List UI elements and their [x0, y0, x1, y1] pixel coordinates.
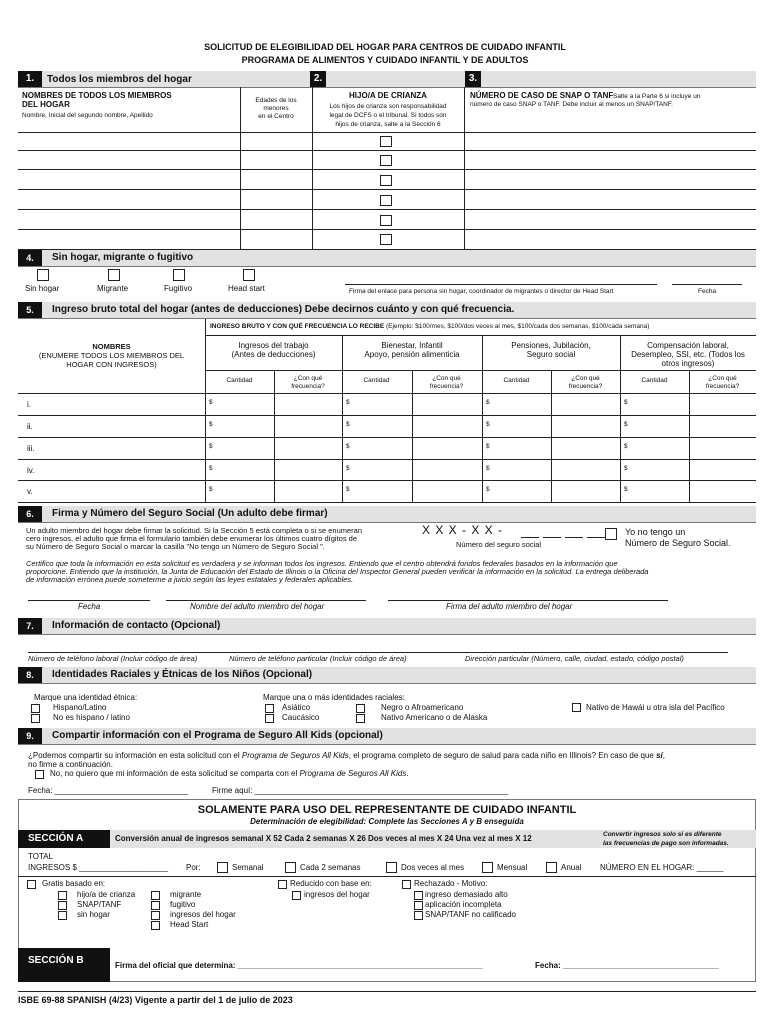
sig-instructions-1: Un adulto miembro del hogar debe firmar la solicitud. Si la Sección 5 está completa o si se enumeran	[26, 526, 363, 535]
free-foster-label: hijo/a de crianza	[77, 890, 136, 899]
allkids-date: Fecha: ______________________________	[28, 786, 189, 795]
conversion-note-a: Convertir ingresos solo si es diferente	[603, 831, 722, 838]
black-checkbox[interactable]	[356, 704, 365, 713]
reduced-checkbox[interactable]	[278, 880, 287, 889]
section-8-number: 8.	[18, 667, 42, 683]
income-amount-field[interactable]: $	[486, 465, 490, 472]
foster-column-title: HIJO/A DE CRIANZA	[349, 91, 427, 100]
income-group-4-header-a: Compensación laboral,	[647, 341, 729, 350]
income-amount-field[interactable]: $	[346, 443, 350, 450]
total-income-field[interactable]: INGRESOS $ ____________________	[28, 863, 169, 872]
semimonthly-checkbox[interactable]	[386, 862, 397, 873]
section-5-header	[18, 302, 756, 319]
names-column-sub: Nombre, Inicial del segundo nombre, Apellido	[22, 112, 153, 119]
homeless-label: Sin hogar	[25, 284, 60, 293]
free-fugitive-label: fugitivo	[170, 900, 196, 909]
income-group-1-header-b: (Antes de deducciones)	[231, 350, 316, 359]
free-foster-checkbox[interactable]	[58, 891, 67, 900]
signature-date-label: Fecha	[78, 602, 101, 611]
income-amount-field[interactable]: $	[486, 421, 490, 428]
section-5-label: Ingreso bruto total del hogar (antes de deducciones) Debe decirnos cuánto y con qué frecuencia.	[52, 304, 515, 315]
income-amount-field[interactable]: $	[209, 465, 213, 472]
hispanic-checkbox[interactable]	[31, 704, 40, 713]
section-7-label: Información de contacto (Opcional)	[52, 620, 221, 631]
income-group-4-amount-header: Cantidad	[641, 377, 668, 384]
income-group-3-frequency-header: frecuencia?	[568, 383, 603, 390]
income-group-1-amount-header: Cantidad	[226, 377, 253, 384]
pacific-islander-label: Nativo de Hawái u otra isla del Pacífico	[586, 703, 725, 712]
native-american-checkbox[interactable]	[356, 714, 365, 723]
income-amount-field[interactable]: $	[209, 399, 213, 406]
free-headstart-label: Head Start	[170, 920, 209, 929]
section-b-label: SECCIÓN B	[18, 948, 110, 982]
biweekly-checkbox[interactable]	[285, 862, 296, 873]
allkids-question: ¿Podemos compartir su información en esta solicitud con el Programa de Seguros All Kids, el programa completo de seguro de salud para cada niño en Illinois? En caso de que sí,	[28, 751, 665, 760]
home-address-label: Dirección particular (Número, calle, ciudad, estado, código postal)	[465, 654, 684, 663]
income-group-4-frequency-header: ¿Con qué	[708, 375, 737, 382]
income-group-2-amount-header: Cantidad	[363, 377, 390, 384]
section-4-label: Sin hogar, migrante o fugitivo	[52, 252, 194, 263]
allkids-signature: Firme aquí: _________________________________________________________	[212, 786, 509, 795]
income-group-3-frequency-header: ¿Con qué	[571, 375, 600, 382]
section-4-number: 4.	[18, 250, 42, 266]
homeless-checkbox[interactable]	[37, 269, 49, 281]
fugitive-label: Fugitivo	[164, 284, 193, 293]
income-amount-field[interactable]: $	[209, 443, 213, 450]
monthly-checkbox[interactable]	[482, 862, 493, 873]
certification-2: proporcione. Entiendo que la institución, la Junta de Educación del Estado de Illinois o la Oficina del Inspector General pueden verificar la información en la solicitud. La entrega deliberada	[26, 567, 649, 576]
allkids-question-2: no firme a continuación.	[28, 760, 113, 769]
income-names-sub-a: (ENUMERE TODOS LOS MIEMBROS DEL	[38, 351, 185, 360]
black-label: Negro o Afroamericano	[381, 703, 464, 712]
income-names-sub-b: HOGAR CON INGRESOS)	[66, 360, 157, 369]
section-1-label: Todos los miembros del hogar	[47, 74, 192, 85]
ssn-mask: X X X - X X -	[422, 523, 504, 537]
no-ssn-label-a: Yo no tengo un	[625, 527, 686, 537]
asian-checkbox[interactable]	[265, 704, 274, 713]
liaison-signature-label: Firma del enlace para persona sin hogar, coordinador de migrantes o director de Head Start	[349, 288, 614, 295]
foster-checkbox-1[interactable]	[380, 136, 392, 147]
ages-column-c: en el Centro	[258, 113, 294, 120]
ages-column-a: Edades de los	[255, 97, 297, 104]
income-amount-field[interactable]: $	[346, 465, 350, 472]
income-row-label: iv.	[27, 466, 35, 475]
white-checkbox[interactable]	[265, 714, 274, 723]
adult-name-label: Nombre del adulto miembro del hogar	[190, 602, 325, 611]
income-amount-field[interactable]: $	[486, 486, 490, 493]
adult-signature-label: Firma del adulto miembro del hogar	[446, 602, 573, 611]
free-homeless-checkbox[interactable]	[58, 911, 67, 920]
no-ssn-checkbox[interactable]	[605, 528, 617, 540]
income-amount-field[interactable]: $	[209, 421, 213, 428]
income-amount-field[interactable]: $	[486, 443, 490, 450]
race-title: Marque una o más identidades raciales:	[263, 693, 405, 702]
income-row-label: v.	[27, 487, 33, 496]
free-snap-label: SNAP/TANF	[77, 900, 122, 909]
certification-3: de información errónea puede someterme a juicio según las leyes estatales y federales aplicables.	[26, 575, 354, 584]
hispanic-label: Hispano/Latino	[53, 703, 107, 712]
income-row-label: i.	[27, 400, 31, 409]
income-row-label: iii.	[27, 444, 35, 453]
income-names-title: NOMBRES	[92, 342, 131, 351]
migrant-checkbox[interactable]	[108, 269, 120, 281]
income-group-4-header-b: Desempleo, SSI, etc. (Todos los	[631, 350, 745, 359]
migrant-label: Migrante	[97, 284, 129, 293]
case-column-note: Salte a la Parte 6 si incluye un	[613, 93, 701, 100]
form-footer: ISBE 69-88 SPANISH (4/23) Vigente a partir del 1 de julio de 2023	[18, 995, 293, 1005]
free-fugitive-checkbox[interactable]	[151, 901, 160, 910]
fugitive-checkbox[interactable]	[173, 269, 185, 281]
section-7-header	[18, 618, 756, 635]
denied-high-income-checkbox[interactable]	[414, 891, 423, 900]
case-column-title: NÚMERO DE CASO DE SNAP O TANF	[470, 91, 614, 100]
not-hispanic-label: No es hispano / latino	[53, 713, 130, 722]
foster-checkbox-2[interactable]	[380, 155, 392, 166]
foster-checkbox-5[interactable]	[380, 215, 392, 226]
section-6-number: 6.	[18, 506, 42, 522]
section-6-label: Firma y Número del Seguro Social (Un adulto debe firmar)	[52, 508, 328, 519]
ages-column-b: menores	[263, 105, 289, 112]
income-group-4-header-c: otros ingresos)	[661, 359, 715, 368]
income-amount-field[interactable]: $	[209, 486, 213, 493]
free-snap-checkbox[interactable]	[58, 901, 67, 910]
reduced-income-checkbox[interactable]	[292, 891, 301, 900]
income-group-2-header-a: Bienestar, Infantil	[381, 341, 443, 350]
section-8-header	[18, 667, 756, 684]
monthly-label: Mensual	[497, 863, 528, 872]
home-phone-label: Número de teléfono particular (Incluir código de área)	[229, 654, 407, 663]
pacific-islander-checkbox[interactable]	[572, 703, 581, 712]
white-label: Caucásico	[282, 713, 320, 722]
total-label: TOTAL	[28, 852, 54, 861]
per-label: Por:	[186, 863, 201, 872]
income-group-1-frequency-header: ¿Con qué	[293, 375, 323, 382]
income-header: INGRESO BRUTO Y CON QUÉ FRECUENCIA LO RECIBE (Ejemplo: $100/mes, $100/dos veces al mes, $100/cada dos semanas, $100/cada semana)	[210, 323, 650, 330]
form-title-line1: SOLICITUD DE ELEGIBILIDAD DEL HOGAR PARA CENTROS DE CUIDADO INFANTIL	[204, 42, 566, 52]
denied-incomplete-label: aplicación incompleta	[425, 900, 502, 909]
section-6-header	[18, 506, 756, 523]
official-signature: Firma del oficial que determina: _______________________________________________________	[115, 961, 483, 970]
conversion-note-b: las frecuencias de pago son informadas.	[603, 840, 729, 847]
income-amount-field[interactable]: $	[486, 399, 490, 406]
section-1-number: 1.	[18, 71, 42, 87]
weekly-checkbox[interactable]	[217, 862, 228, 873]
income-group-2-header-b: Apoyo, pensión alimenticia	[364, 350, 460, 359]
certification-1: Certifico que toda la información en esta solicitud es verdadera y se informan todos los ingresos. Entiendo que el centro obtendrá fondos federales basados en la información que	[26, 559, 618, 568]
free-checkbox[interactable]	[27, 880, 36, 889]
work-phone-label: Número de teléfono laboral (Incluir código de área)	[28, 654, 198, 663]
income-amount-field[interactable]: $	[346, 486, 350, 493]
income-group-1-header-a: Ingresos del trabajo	[238, 341, 309, 350]
semimonthly-label: Dos veces al mes	[401, 863, 465, 872]
household-size-field[interactable]: NÚMERO EN EL HOGAR: ______	[600, 863, 724, 872]
not-hispanic-checkbox[interactable]	[31, 714, 40, 723]
income-amount-field[interactable]: $	[624, 399, 628, 406]
sig-instructions-3: su Número de Seguro Social o marcar la casilla "No tengo un Número de Seguro Social ".	[26, 542, 325, 551]
section-7-number: 7.	[18, 618, 42, 634]
income-group-2-frequency-header: frecuencia?	[429, 383, 464, 390]
free-migrant-label: migrante	[170, 890, 202, 899]
names-column-title: NOMBRES DE TODOS LOS MIEMBROS	[22, 91, 172, 100]
asian-label: Asiático	[282, 703, 311, 712]
income-row-label: ii.	[27, 422, 33, 431]
denied-incomplete-checkbox[interactable]	[414, 901, 423, 910]
foster-checkbox-6[interactable]	[380, 234, 392, 245]
foster-column-c: hijos de crianza, salte a la Sección 6	[335, 121, 441, 128]
income-group-3-amount-header: Cantidad	[503, 377, 530, 384]
native-american-label: Nativo Americano o de Alaska	[381, 713, 488, 722]
office-use-sub: Determinación de elegibilidad: Complete las Secciones A y B enseguida	[250, 817, 524, 826]
section-3-number: 3.	[465, 71, 481, 87]
headstart-checkbox[interactable]	[243, 269, 255, 281]
headstart-label: Head start	[228, 284, 265, 293]
income-amount-field[interactable]: $	[624, 443, 628, 450]
income-amount-field[interactable]: $	[624, 465, 628, 472]
income-amount-field[interactable]: $	[346, 399, 350, 406]
free-homeless-label: sin hogar	[77, 910, 110, 919]
no-ssn-label-b: Número de Seguro Social.	[625, 538, 731, 548]
income-amount-field[interactable]: $	[346, 421, 350, 428]
foster-column-a: Los hijos de crianza son responsabilidad	[329, 103, 447, 110]
section-8-label: Identidades Raciales y Étnicas de los Niños (Opcional)	[52, 669, 313, 680]
biweekly-label: Cada 2 semanas	[300, 863, 361, 872]
annual-checkbox[interactable]	[546, 862, 557, 873]
free-label: Gratis basado en:	[42, 879, 106, 888]
income-group-3-header-b: Seguro social	[526, 350, 576, 359]
income-group-4-frequency-header: frecuencia?	[705, 383, 740, 390]
income-group-3-header-a: Pensiones, Jubilación,	[511, 341, 591, 350]
names-column-title-b: DEL HOGAR	[22, 100, 70, 109]
free-headstart-checkbox[interactable]	[151, 921, 160, 930]
denied-snap-checkbox[interactable]	[414, 911, 423, 920]
annual-conversion: Conversión anual de ingresos semanal X 52 Cada 2 semanas X 26 Dos veces al mes X 24 Una vez al mes X 12	[115, 834, 532, 843]
annual-label: Anual	[561, 863, 582, 872]
section-9-label: Compartir información con el Programa de Seguro All Kids (opcional)	[52, 730, 383, 741]
liaison-date-label: Fecha	[698, 288, 717, 295]
income-group-1-frequency-header: frecuencia?	[291, 383, 325, 390]
foster-checkbox-3[interactable]	[380, 175, 392, 186]
section-9-header	[18, 728, 756, 745]
allkids-optout-label: No, no quiero que mi información de esta solicitud se comparta con el Programa de Seguros All Kids.	[50, 769, 409, 778]
income-amount-field[interactable]: $	[624, 421, 628, 428]
section-9-number: 9.	[18, 728, 42, 744]
foster-checkbox-4[interactable]	[380, 195, 392, 206]
weekly-label: Semanal	[232, 863, 264, 872]
denied-high-income-label: ingreso demasiado alto	[425, 890, 508, 899]
allkids-optout-checkbox[interactable]	[35, 770, 44, 779]
foster-column-b: legal de DCFS o el tribunal. Si todos son	[329, 112, 447, 119]
denied-label: Rechazado - Motivo:	[414, 879, 488, 888]
denied-checkbox[interactable]	[402, 880, 411, 889]
section-2-number: 2.	[310, 71, 326, 87]
income-group-2-frequency-header: ¿Con qué	[432, 375, 461, 382]
section-4-header	[18, 250, 756, 267]
denied-snap-label: SNAP/TANF no calificado	[425, 910, 516, 919]
case-column-sub: número de caso SNAP o TANF. Debe incluir al menos un SNAP/TANF.	[470, 101, 673, 108]
reduced-income-label: ingresos del hogar	[304, 890, 370, 899]
free-income-label: ingresos del hogar	[170, 910, 236, 919]
income-amount-field[interactable]: $	[624, 486, 628, 493]
section-5-number: 5.	[18, 302, 42, 318]
section-a-label: SECCIÓN A	[18, 830, 110, 848]
free-migrant-checkbox[interactable]	[151, 891, 160, 900]
sig-instructions-2: cero ingresos, el adulto que firma el formulario también debe enumerar los últimos cuatro dígitos de	[26, 534, 358, 543]
ssn-label: Número del seguro social	[456, 540, 542, 549]
ethnicity-title: Marque una identidad étnica:	[34, 693, 138, 702]
free-income-checkbox[interactable]	[151, 911, 160, 920]
official-date: Fecha: ___________________________________	[535, 961, 719, 970]
office-use-title: SOLAMENTE PARA USO DEL REPRESENTANTE DE CUIDADO INFANTIL	[197, 804, 577, 816]
reduced-label: Reducido con base en:	[290, 879, 372, 888]
form-title-line2: PROGRAMA DE ALIMENTOS Y CUIDADO INFANTIL Y DE ADULTOS	[241, 55, 529, 65]
